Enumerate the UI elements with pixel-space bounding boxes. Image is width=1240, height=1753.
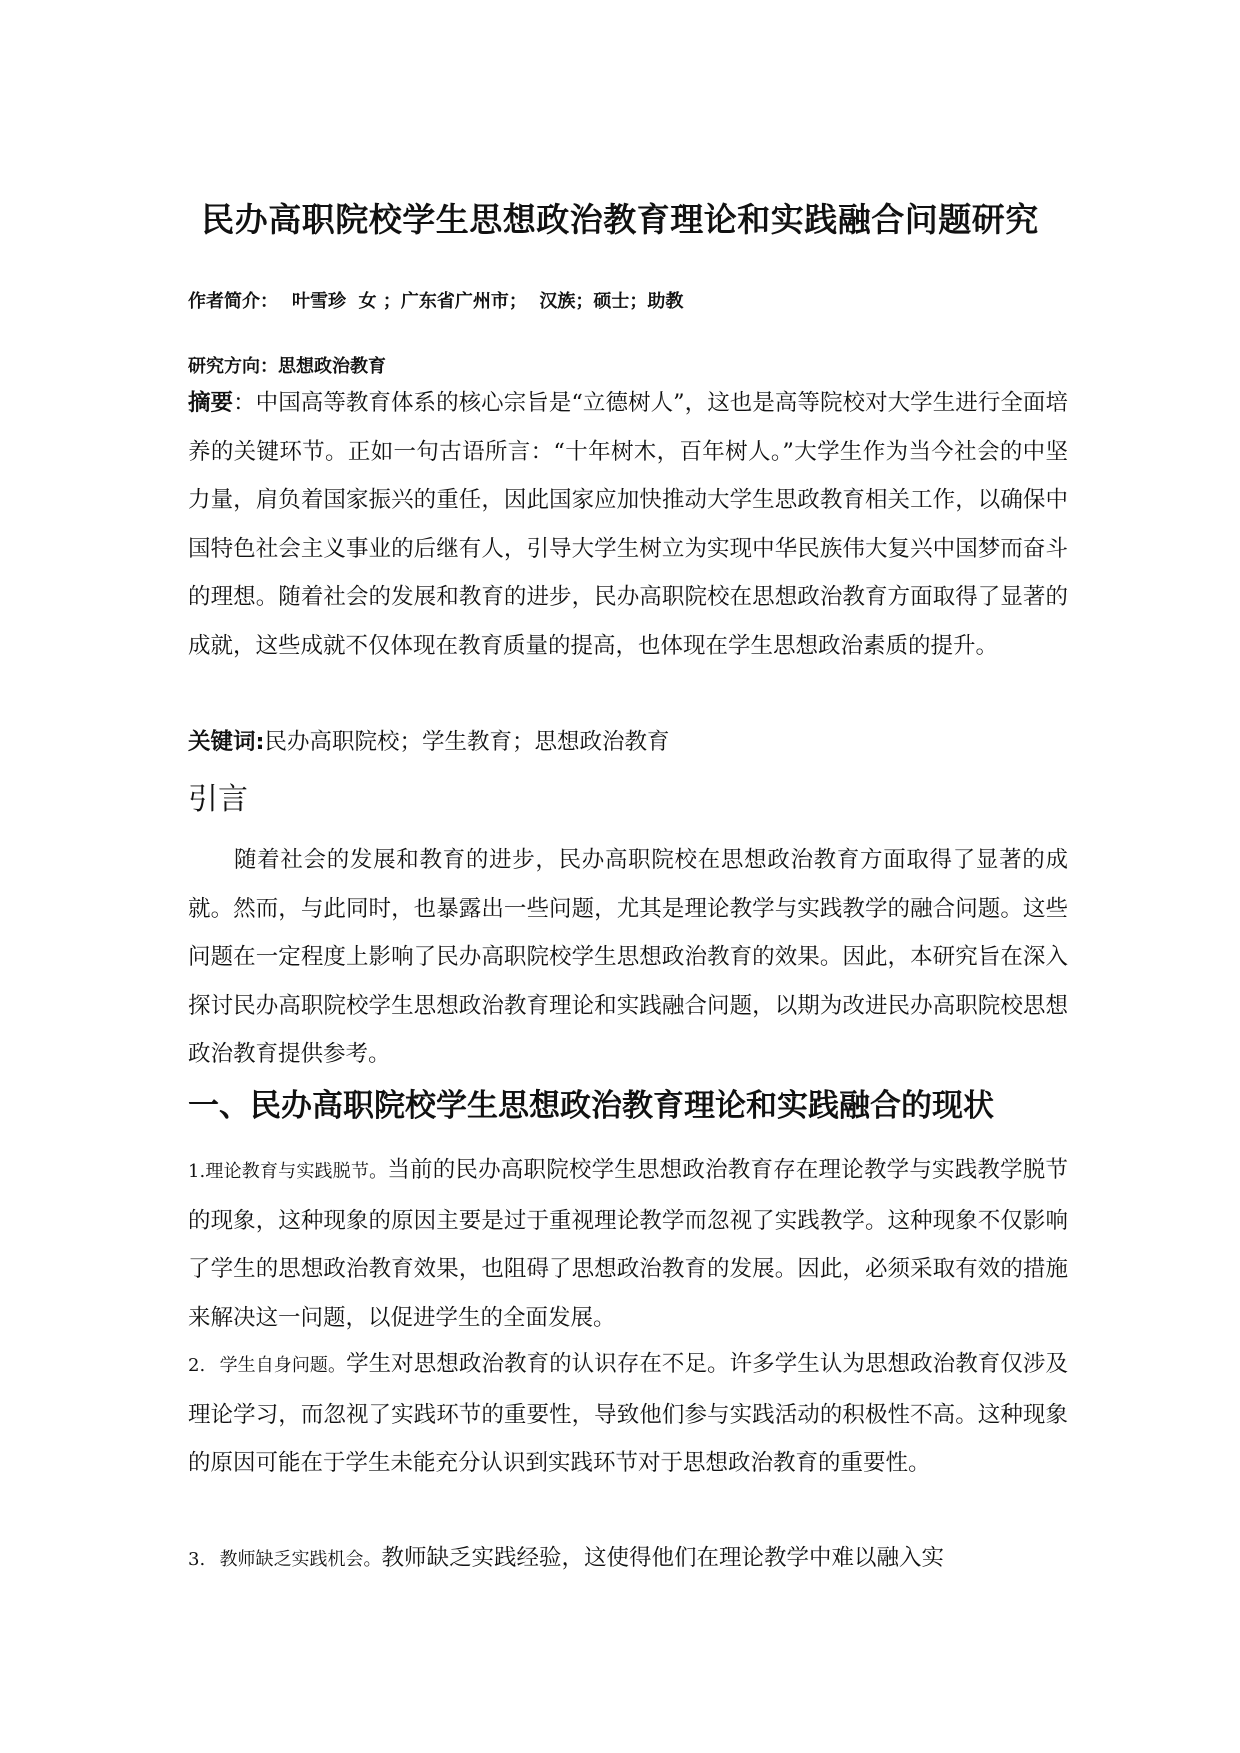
section1-item-1 [188,1146,1068,1342]
item-3-text: 教师缺乏实践经验，这使得他们在理论教学中难以融入实 [381,1545,945,1571]
abstract-colon: ： [233,390,256,416]
author-ethnicity: 汉族； [539,291,594,312]
introduction-body: 随着社会的发展和教育的进步，民办高职院校在思想政治教育方面取得了显著的成就。然而，与此同时，也暴露出一些问题，尤其是理论教学与实践教学的融合问题。这些问题在一定程度上影响了民办高职院校学生思想政治教育的效果。因此，本研究旨在深入探讨民办高职院校学生思想政治教育理论和实践融合问题，以期为改进民办高职院校思想政治教育提供参考。 [188,847,1068,1067]
item-3-title: 教师缺乏实践机会。 [219,1549,382,1570]
keywords-colon: : [255,729,265,755]
section1-item-3 [188,1534,1068,1585]
keywords-label: 关键词 [188,729,256,755]
abstract [188,379,1068,670]
item-1-title: 理论教育与实践脱节。 [205,1161,388,1182]
item-3-number: 3. [188,1549,206,1570]
author-gender: 女 [358,291,377,312]
author-info [188,288,683,316]
item-2-text: 学生对思想政治教育的认识存在不足。许多学生认为思想政治教育仅涉及理论学习，而忽视了实践环节的重要性，导致他们参与实践活动的积极性不高。这种现象的原因可能在于学生未能充分认识到实践环节对于思想政治教育的重要性。 [188,1351,1068,1476]
section1-heading: 一、民办高职院校学生思想政治教育理论和实践融合的现状 [188,1088,994,1124]
author-separator: ； [382,291,401,312]
research-direction-label: 研究方向： [188,356,278,377]
item-1-text: 当前的民办高职院校学生思想政治教育存在理论教学与实践教学脱节的现象，这种现象的原因主要是过于重视理论教学而忽视了实践教学。这种现象不仅影响了学生的思想政治教育效果，也阻碍了思想政治教育的发展。因此，必须采取有效的措施来解决这一问题，以促进学生的全面发展。 [188,1157,1068,1331]
keywords [188,718,1068,767]
abstract-label: 摘要 [188,390,234,416]
research-direction [188,353,386,381]
item-2-title: 学生自身问题。 [219,1355,347,1376]
abstract-text: 中国高等教育体系的核心宗旨是“立德树人”，这也是高等院校对大学生进行全面培养的关键环节。正如一句古语所言：“十年树木，百年树人。”大学生作为当今社会的中坚力量，肩负着国家振兴的重任，因此国家应加快推动大学生思政教育相关工作，以确保中国特色社会主义事业的后继有人，引导大学生树立为实现中华民族伟大复兴中国梦而奋斗的理想。随着社会的发展和教育的进步，民办高职院校在思想政治教育方面取得了显著的成就，这些成就不仅体现在教育质量的提高，也体现在学生思想政治素质的提升。 [188,390,1068,659]
introduction-heading: 引言 [188,782,248,817]
section1-item-2 [188,1340,1068,1488]
research-direction-value: 思想政治教育 [278,356,386,377]
author-label: 作者简介： [188,291,278,312]
author-name: 叶雪珍 [292,291,346,312]
author-location: 广东省广州市； [400,291,527,312]
paper-title: 民办高职院校学生思想政治教育理论和实践融合问题研究 [201,200,1039,239]
author-degree: 硕士； [593,291,648,312]
author-position: 助教 [647,291,684,312]
item-2-number: 2. [188,1355,206,1376]
item-1-number: 1. [188,1161,206,1182]
keywords-text: 民办高职院校；学生教育；思想政治教育 [264,729,670,755]
